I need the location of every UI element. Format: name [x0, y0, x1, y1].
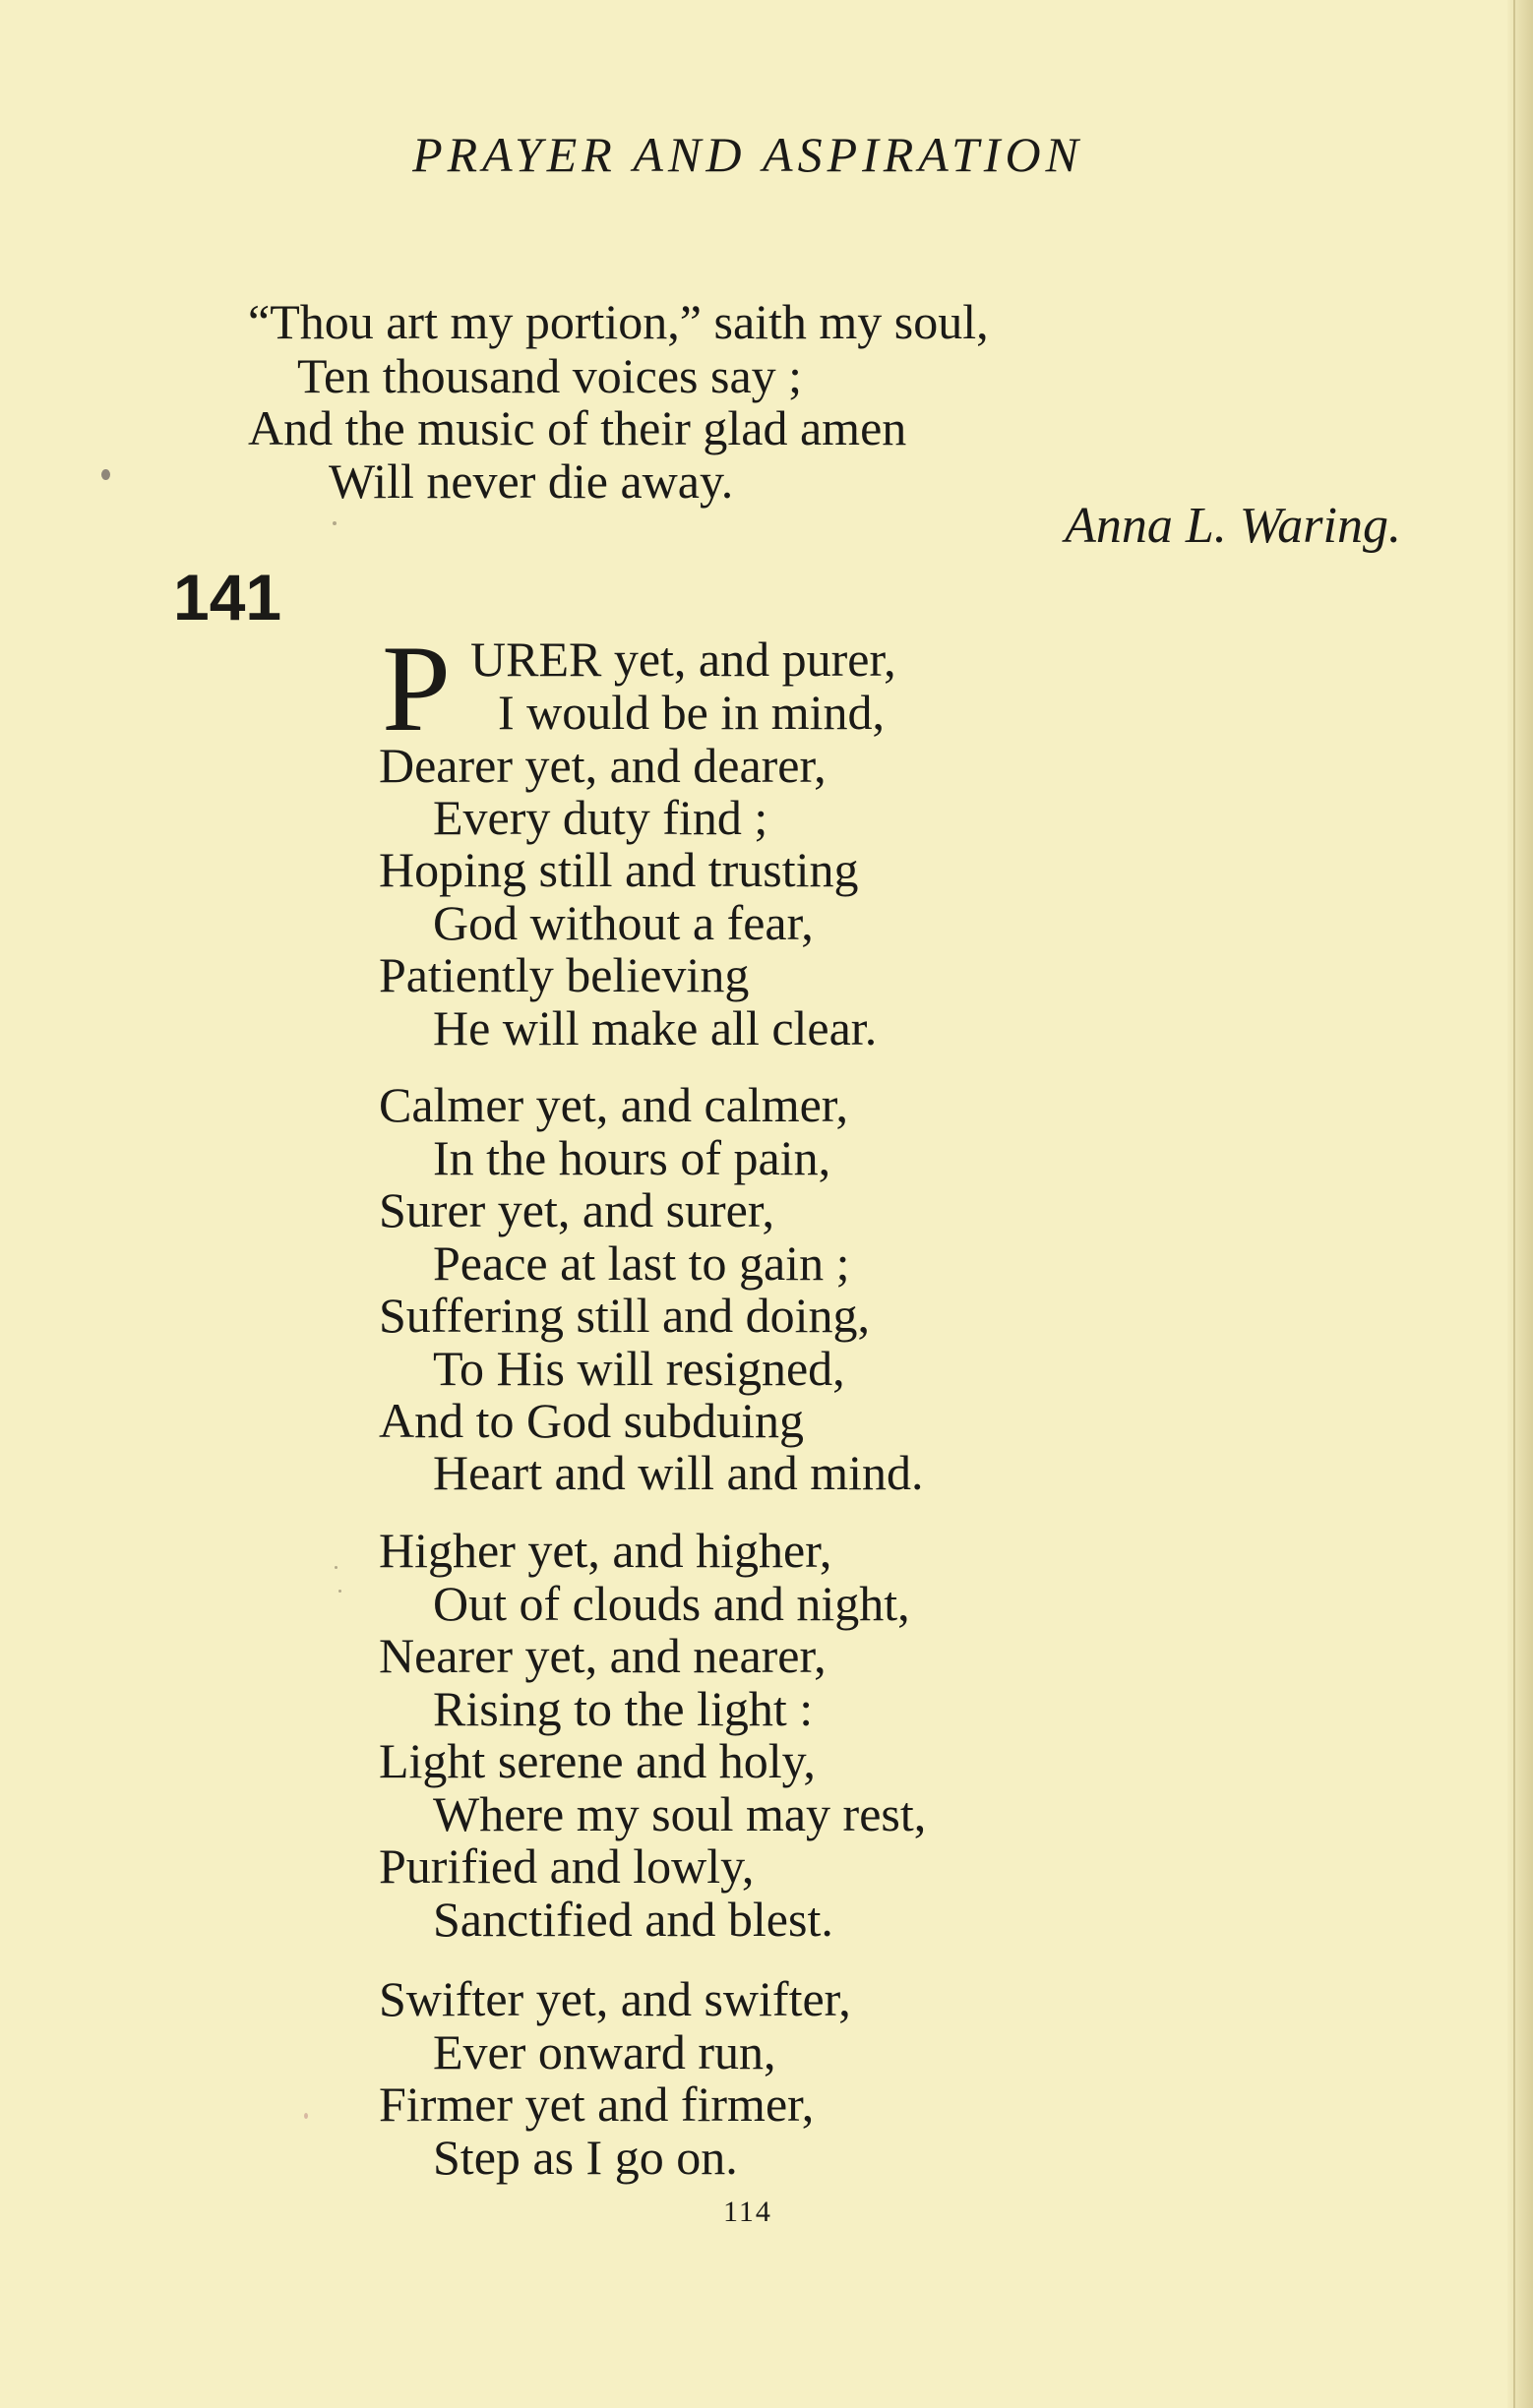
poem-line: Sanctified and blest. [433, 1892, 833, 1947]
poem-line: Dearer yet, and dearer, [379, 738, 827, 793]
poem-line: Purified and lowly, [379, 1838, 755, 1894]
poem-line: In the hours of pain, [433, 1130, 831, 1185]
poem-line: Nearer yet, and nearer, [379, 1628, 827, 1683]
poem-line: Hoping still and trusting [379, 842, 859, 897]
poem-line: And the music of their glad amen [248, 400, 907, 455]
poem-line: Will never die away. [329, 453, 734, 509]
poem-line: URER yet, and purer, [470, 632, 896, 687]
poem-line: God without a fear, [433, 895, 814, 950]
paper-speck [333, 521, 337, 525]
poem-line: Suffering still and doing, [379, 1288, 871, 1343]
poem-line: Firmer yet and firmer, [379, 2077, 815, 2132]
poem-line: Ever onward run, [433, 2024, 776, 2079]
drop-cap: P [382, 621, 452, 757]
poem-line: Where my soul may rest, [433, 1786, 927, 1841]
poem-line: Patiently believing [379, 947, 750, 1002]
poem-line: Peace at last to gain ; [433, 1235, 850, 1291]
paper-speck [335, 1566, 337, 1569]
poem-line: Ten thousand voices say ; [297, 348, 803, 403]
poem-line: I would be in mind, [498, 685, 886, 740]
paper-speck [101, 469, 110, 480]
poem-line: And to God subduing [379, 1393, 804, 1448]
poem-line: Rising to the light : [433, 1681, 814, 1736]
page-edge [1507, 0, 1533, 2408]
poem-line: Every duty find ; [433, 790, 768, 845]
poem-line: Calmer yet, and calmer, [379, 1077, 848, 1132]
poem-line: To His will resigned, [433, 1341, 845, 1396]
paper-speck [338, 1590, 341, 1593]
poem-line: Swifter yet, and swifter, [379, 1971, 851, 2026]
hymn-number: 141 [173, 561, 282, 633]
poem-line: He will make all clear. [433, 1000, 878, 1055]
poem-line: Higher yet, and higher, [379, 1523, 832, 1578]
page-number: 114 [723, 2196, 772, 2228]
author-attribution: Anna L. Waring. [1065, 498, 1401, 554]
poem-line: Surer yet, and surer, [379, 1182, 775, 1237]
poem-line: Step as I go on. [433, 2130, 738, 2185]
poem-line: Out of clouds and night, [433, 1576, 910, 1631]
poem-line: Heart and will and mind. [433, 1445, 924, 1500]
poem-line: “Thou art my portion,” saith my soul, [248, 294, 989, 349]
poem-line: Light serene and holy, [379, 1733, 816, 1788]
paper-speck [304, 2113, 308, 2119]
running-header: PRAYER AND ASPIRATION [412, 127, 1083, 182]
